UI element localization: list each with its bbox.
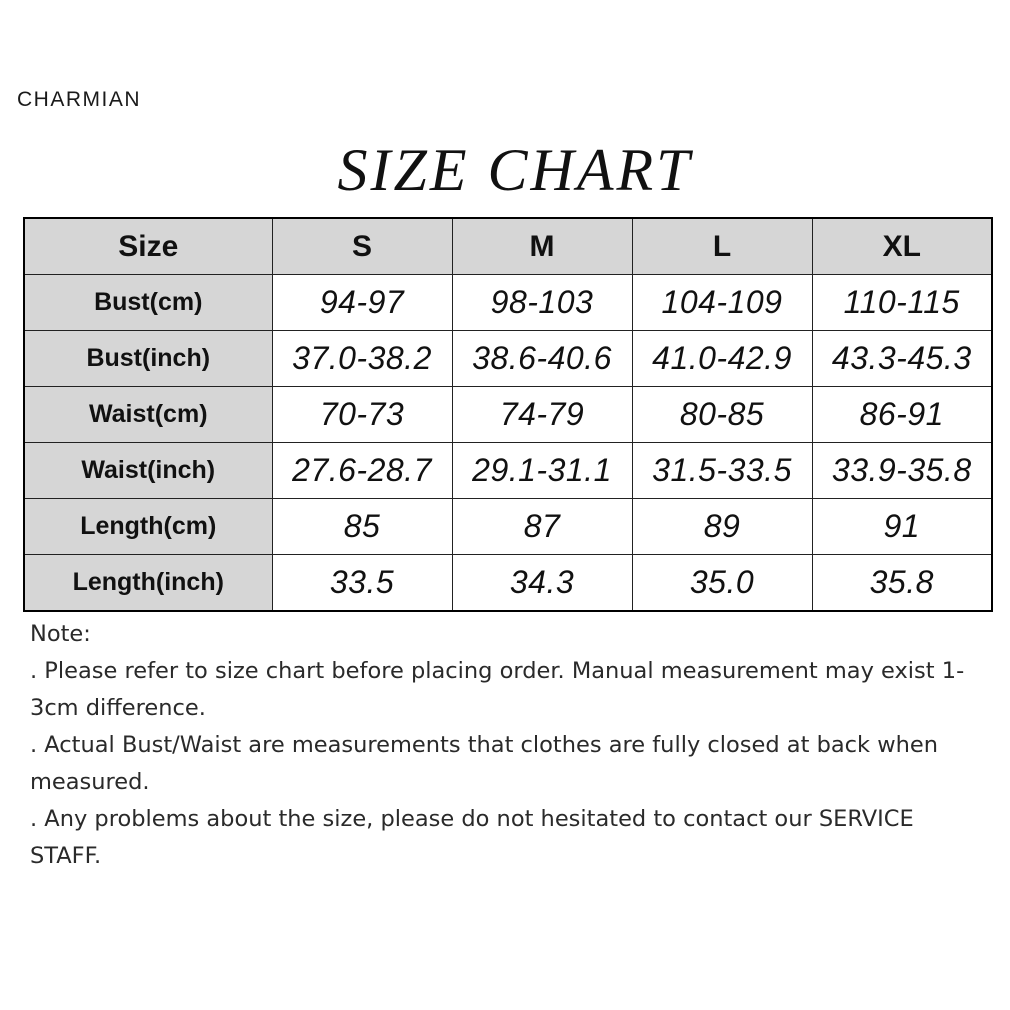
page-title: SIZE CHART bbox=[337, 137, 693, 203]
notes-heading: Note: bbox=[30, 621, 91, 647]
table-cell: 34.3 bbox=[452, 555, 632, 612]
note-item: . Actual Bust/Waist are measurements that clothes are fully closed at back when measured. bbox=[30, 732, 938, 795]
table-cell: 91 bbox=[812, 499, 992, 555]
row-label: Waist(cm) bbox=[24, 387, 272, 443]
table-cell: 94-97 bbox=[272, 275, 452, 331]
notes-section bbox=[30, 616, 990, 875]
row-label: Length(inch) bbox=[24, 555, 272, 612]
table-row bbox=[24, 555, 992, 612]
table-cell: 41.0-42.9 bbox=[632, 331, 812, 387]
table-cell: 89 bbox=[632, 499, 812, 555]
header-size-m: M bbox=[452, 218, 632, 275]
table-row bbox=[24, 387, 992, 443]
table-header-row bbox=[24, 218, 992, 275]
table-row bbox=[24, 275, 992, 331]
table-cell: 110-115 bbox=[812, 275, 992, 331]
table-cell: 80-85 bbox=[632, 387, 812, 443]
table-row bbox=[24, 499, 992, 555]
brand-name: CHARMIAN bbox=[17, 88, 142, 111]
table-cell: 37.0-38.2 bbox=[272, 331, 452, 387]
note-item: . Any problems about the size, please do not hesitated to contact our SERVICE STAFF. bbox=[30, 806, 914, 869]
row-label: Waist(inch) bbox=[24, 443, 272, 499]
table-row bbox=[24, 331, 992, 387]
table-cell: 85 bbox=[272, 499, 452, 555]
table-cell: 43.3-45.3 bbox=[812, 331, 992, 387]
header-size-label: Size bbox=[24, 218, 272, 275]
size-chart-table bbox=[23, 217, 993, 612]
note-item: . Please refer to size chart before placing order. Manual measurement may exist 1-3cm difference. bbox=[30, 658, 965, 721]
header-size-l: L bbox=[632, 218, 812, 275]
table-cell: 70-73 bbox=[272, 387, 452, 443]
table-cell: 86-91 bbox=[812, 387, 992, 443]
header-size-xl: XL bbox=[812, 218, 992, 275]
header-size-s: S bbox=[272, 218, 452, 275]
table-cell: 31.5-33.5 bbox=[632, 443, 812, 499]
row-label: Bust(cm) bbox=[24, 275, 272, 331]
row-label: Length(cm) bbox=[24, 499, 272, 555]
table-cell: 74-79 bbox=[452, 387, 632, 443]
table-cell: 33.9-35.8 bbox=[812, 443, 992, 499]
table-cell: 27.6-28.7 bbox=[272, 443, 452, 499]
row-label: Bust(inch) bbox=[24, 331, 272, 387]
table-cell: 87 bbox=[452, 499, 632, 555]
table-cell: 35.8 bbox=[812, 555, 992, 612]
table-cell: 104-109 bbox=[632, 275, 812, 331]
table-cell: 33.5 bbox=[272, 555, 452, 612]
table-cell: 29.1-31.1 bbox=[452, 443, 632, 499]
table-cell: 35.0 bbox=[632, 555, 812, 612]
table-cell: 38.6-40.6 bbox=[452, 331, 632, 387]
table-cell: 98-103 bbox=[452, 275, 632, 331]
table-row bbox=[24, 443, 992, 499]
